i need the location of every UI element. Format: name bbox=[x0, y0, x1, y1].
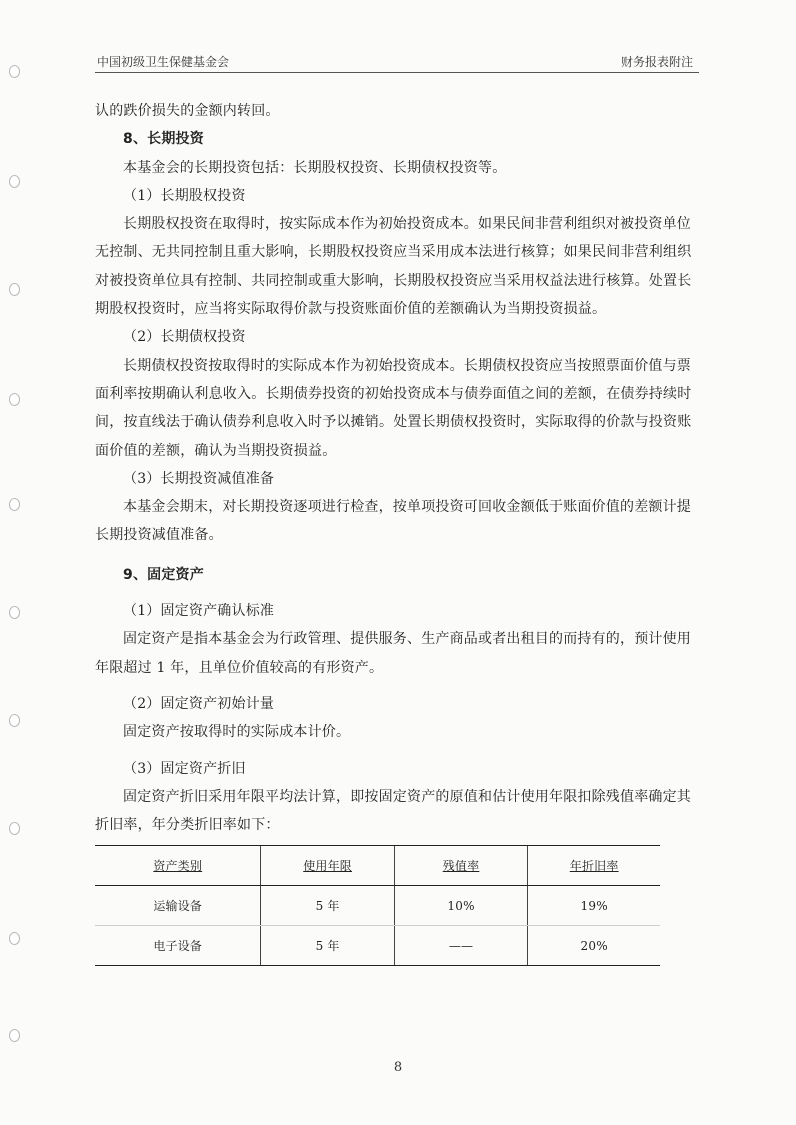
paragraph: 本基金会期末，对长期投资逐项进行检查，按单项投资可回收金额低于账面价值的差额计提长期投资减值准备。 bbox=[95, 499, 691, 544]
page-header bbox=[95, 52, 699, 73]
table-cell: 电子设备 bbox=[95, 926, 261, 966]
table-cell: 5 年 bbox=[261, 926, 394, 966]
column-header: 使用年限 bbox=[261, 846, 394, 886]
section-heading: 8、长期投资 bbox=[123, 131, 204, 148]
subsection-heading: （1）固定资产确认标准 bbox=[123, 603, 275, 620]
table-cell: 5 年 bbox=[261, 886, 394, 926]
document-body bbox=[95, 97, 700, 966]
paragraph: 认的跌价损失的金额内转回。 bbox=[95, 103, 280, 119]
binder-hole bbox=[9, 283, 20, 296]
subsection-heading: （3）固定资产折旧 bbox=[123, 760, 246, 777]
binder-hole bbox=[9, 606, 20, 619]
subsection-heading: （1）长期股权投资 bbox=[123, 187, 246, 204]
table-row bbox=[95, 886, 660, 926]
table-row bbox=[95, 926, 660, 966]
subsection-heading: （2）长期债权投资 bbox=[123, 329, 246, 346]
binder-hole bbox=[9, 932, 20, 945]
binder-hole bbox=[9, 65, 20, 78]
page-number: 8 bbox=[393, 1060, 403, 1075]
binder-hole bbox=[9, 714, 20, 727]
binder-hole bbox=[9, 175, 20, 188]
paragraph: 固定资产按取得时的实际成本计价。 bbox=[123, 724, 351, 741]
paragraph: 固定资产是指本基金会为行政管理、提供服务、生产商品或者出租目的而持有的，预计使用年限超过 1 年，且单位价值较高的有形资产。 bbox=[95, 631, 691, 676]
column-header: 年折旧率 bbox=[528, 846, 660, 886]
table-cell: 20% bbox=[528, 926, 660, 966]
binder-hole bbox=[9, 1029, 20, 1042]
binder-hole bbox=[9, 393, 20, 406]
header-doc-title: 财务报表附注 bbox=[620, 55, 693, 69]
paragraph: 本基金会的长期投资包括：长期股权投资、长期债权投资等。 bbox=[123, 159, 507, 176]
depreciation-rate-table bbox=[95, 845, 660, 966]
table-header-row bbox=[95, 846, 660, 886]
table-cell: —— bbox=[394, 926, 528, 966]
binder-hole bbox=[9, 498, 20, 511]
header-org-name: 中国初级卫生保健基金会 bbox=[97, 55, 230, 69]
column-header: 残值率 bbox=[394, 846, 528, 886]
paragraph: 长期股权投资在取得时，按实际成本作为初始投资成本。如果民间非营利组织对被投资单位无控制、无共同控制且重大影响，长期股权投资应当采用成本法进行核算；如果民间非营利组织对被投资单位具有控制、共同控制或重大影响，长期股权投资应当采用权益法进行核算。处置长期股权投资时，应当将实际取得价款与投资账面价值的差额确认为当期投资损益。 bbox=[95, 216, 692, 318]
subsection-heading: （2）固定资产初始计量 bbox=[123, 695, 275, 712]
paragraph: 长期债权投资按取得时的实际成本作为初始投资成本。长期债权投资应当按照票面价值与票面利率按期确认利息收入。长期债券投资的初始投资成本与债券面值之间的差额，在债券持续时间，按直线法于确认债券利息收入时予以摊销。处置长期债权投资时，实际取得的价款与投资账面价值的差额，确认为当期投资损益。 bbox=[95, 357, 692, 459]
table-cell: 10% bbox=[394, 886, 528, 926]
table-cell: 运输设备 bbox=[95, 886, 261, 926]
paragraph: 固定资产折旧采用年限平均法计算，即按固定资产的原值和估计使用年限扣除残值率确定其折旧率，年分类折旧率如下： bbox=[95, 788, 691, 834]
table-cell: 19% bbox=[528, 886, 660, 926]
column-header: 资产类别 bbox=[95, 846, 261, 886]
section-heading: 9、固定资产 bbox=[123, 566, 204, 583]
binder-hole bbox=[9, 822, 20, 835]
subsection-heading: （3）长期投资减值准备 bbox=[123, 470, 275, 487]
